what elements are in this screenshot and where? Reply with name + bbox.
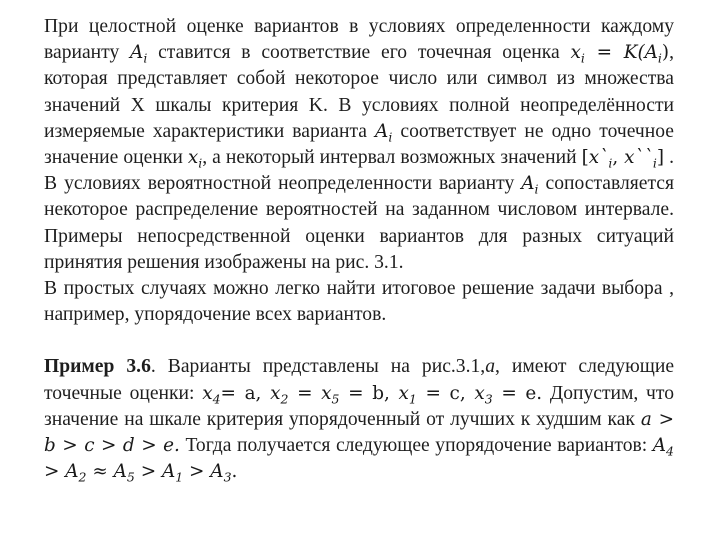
figure-letter: а bbox=[485, 356, 495, 378]
variant-A-i: $A_i$ bbox=[130, 42, 148, 66]
paragraph-example bbox=[44, 354, 674, 485]
example-text-4: Тогда получается следующее упорядочение вариантов: bbox=[179, 435, 653, 457]
example-text-1: . Варианты представлены на рис.3.1, bbox=[150, 356, 486, 378]
document-page bbox=[44, 14, 674, 485]
intro-text-5: , а некоторый интервал возможных значений bbox=[202, 147, 582, 169]
estimate-x-i: $x_i$ bbox=[187, 147, 203, 171]
intro-text-7: сопоставляется некоторое распределение вероятностей на заданном числовом интервале. Примеры непосредственной оценки вариантов для разных ситуаций принятия решения изображены на рис. 3.1. bbox=[44, 173, 674, 273]
point-estimates-formula: $x_4= a$, $x_2 = x_5 = b$, $x_1 = c$, $x_3 = e$. bbox=[202, 382, 543, 407]
intro-text-6: . В условиях вероятностной неопределенности варианту bbox=[44, 147, 675, 195]
variant-ranking-formula: $A_4 > A_2 \approx A_5 > A_1 > A_3$. bbox=[44, 435, 674, 485]
interval-formula: [$x`_i$, $x``_i$] bbox=[581, 147, 665, 171]
paragraph-intro bbox=[44, 14, 674, 276]
example-title: Пример 3.6 bbox=[44, 356, 151, 378]
example-text-2: , имеют следующие точечные оценки: bbox=[44, 356, 675, 404]
intro-text-3: , которая представляет собой некоторое число или символ из множества значений X шкалы критерия K. В условиях полной неопределённости измеряемые характеристики варианта bbox=[44, 42, 674, 142]
example-text-3: Допустим, что значение на шкале критерия упорядоченный от лучших к худшим как bbox=[44, 382, 674, 430]
formula-xi-equals-K-Ai: $x_i = K(A_i)$ bbox=[570, 42, 670, 66]
variant-A-i-3: $A_i$ bbox=[521, 173, 539, 197]
paragraph-simple-cases: В простых случаях можно легко найти итоговое решение задачи выбора , например, упорядочение всех вариантов. bbox=[44, 278, 674, 326]
intro-text-2: ставится в соответствие его точечная оценка bbox=[147, 42, 571, 64]
intro-text-4: соответствует не одно точечное значение оценки bbox=[44, 120, 674, 169]
variant-A-i-2: $A_i$ bbox=[375, 120, 393, 145]
intro-text-1: При целостной оценке вариантов в условиях определенности каждому варианту bbox=[44, 16, 674, 64]
scale-order-formula: a > b > c > d > e. bbox=[44, 408, 674, 457]
